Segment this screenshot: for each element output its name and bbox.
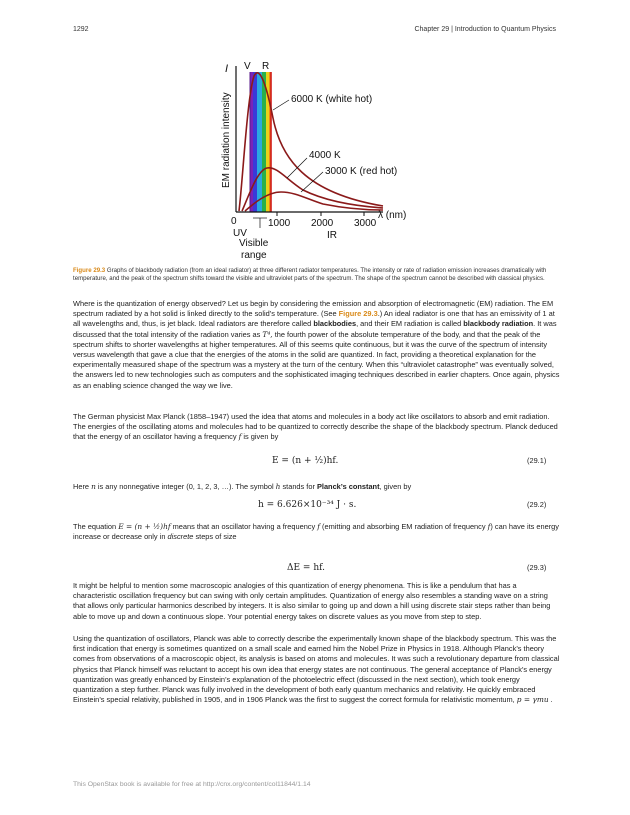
footer-availability-note: This OpenStax book is available for free at http://cnx.org/content/col11844/1.14 (73, 781, 311, 788)
x-tick-label-2000: 2000 (311, 218, 334, 229)
y-axis-label: EM radiation intensity (221, 92, 232, 188)
blackbody-figure (215, 58, 415, 260)
band-label-r: R (262, 61, 270, 72)
paragraph-2: The German physicist Max Planck (1858–1947) used the idea that atoms and molecules in a body act like oscillators to absorb and emit radiation. The energies of the oscillating atoms and molecules had to be quantized to correctly describe the shape of the blackbody spectrum. Planck deduced that the energy of an oscillator having a frequency f is given by (73, 412, 558, 442)
x-tick-label-3000: 3000 (354, 218, 377, 229)
curve-label-4000k: 4000 K (309, 150, 341, 161)
uv-label: UV (233, 228, 247, 239)
equation-number-29-3: (29.3) (527, 563, 547, 572)
paragraph-5: It might be helpful to mention some macroscopic analogies of this quantization of energy phenomena. This is like a pendulum that has a characteristic oscillation frequency but can swing with only certain amplitudes. Quantization of energy also resembles a standing wave on a string that allows only particular harmonics described by integers. It is also similar to going up and down a hill using discrete stair steps rather than being able to move up and down a continuous slope. Your potential energy takes on discrete values as you move from step to step. (73, 581, 551, 621)
equation-29-1: E = (n + ½)hf. (272, 456, 339, 466)
figure-number: Figure 29.3 (73, 267, 106, 274)
paragraph-1: Where is the quantization of energy observed? Let us begin by considering the emission and absorption of electromagnetic (EM) radiation. The EM spectrum radiated by a hot solid is linked directly to the solid’s temperature. (See Figure 29.3.) An ideal radiator is one that has an emissivity of 1 at all wavelengths and, thus, is jet black. Ideal radiators are therefore called blackbodies, and their EM radiation is called blackbody radiation. It was discussed that the total intensity of the radiation varies as T⁴, the fourth power of the absolute temperature of the body, and that the peak of the spectrum shifts to shorter wavelengths at higher temperatures. All of this seems quite continuous, but it was the curve of the spectrum of intensity versus wavelength that gave a clue that the energies of the atoms in the solid are quantized. In fact, providing a theoretical explanation for the experimentally measured shape of the spectrum was a mystery at the turn of the century. When this “ultraviolet catastrophe” was eventually solved, the answers led to new technologies such as computers and the sophisticated imaging techniques described in earlier chapters. Once again, physics as an enabling science changed the way we live. (73, 299, 560, 390)
caption-text: Graphs of blackbody radiation (from an ideal radiator) at three different radiator temperatures. The intensity or rate of radiation emission increases dramatically with temperature, and the peak of the spectrum shifts toward the visible and ultraviolet parts of the spectrum. The shape of the spectrum cannot be described with classical physics. (73, 267, 547, 283)
paragraph-4: The equation E = (n + ½)hf means that an oscillator having a frequency f (emitting and absorbing EM radiation of frequency f) can have its energy increase or decrease only in discrete steps of size (73, 522, 559, 542)
chapter-header: Chapter 29 | Introduction to Quantum Physics (414, 26, 556, 33)
band-label-v: V (244, 61, 251, 72)
x-axis-symbol: λ (nm) (378, 210, 407, 221)
equation-29-3: ΔE = hf. (287, 563, 325, 573)
x-tick-label-0: 0 (231, 216, 237, 227)
equation-number-29-1: (29.1) (527, 456, 547, 465)
math-momentum: p = γmu (516, 695, 549, 705)
term-blackbodies: blackbodies (313, 319, 357, 329)
x-tick-label-1000: 1000 (268, 218, 291, 229)
math-t4: T⁴, (262, 329, 273, 339)
page-number: 1292 (73, 26, 89, 33)
visible-label-line1: Visible (239, 238, 269, 249)
curve-label-6000k: 6000 K (white hot) (291, 94, 373, 105)
figure-reference-link[interactable]: Figure 29.3 (338, 309, 378, 319)
pointer-6000k (273, 100, 289, 110)
math-f: f (238, 432, 242, 442)
equation-number-29-2: (29.2) (527, 500, 547, 509)
figure-caption (73, 267, 563, 283)
visible-label-line2: range (241, 250, 267, 260)
paragraph-3: Here n is any nonnegative integer (0, 1, 2, 3, …). The symbol h stands for Planck’s constant, given by (73, 482, 412, 491)
ir-label: IR (327, 230, 337, 241)
term-blackbody-radiation: blackbody radiation (463, 319, 534, 329)
curve-label-3000k: 3000 K (red hot) (325, 166, 398, 177)
term-plancks-constant: Planck’s constant (316, 482, 380, 491)
paragraph-6: Using the quantization of oscillators, Planck was able to correctly describe the experimentally known shape of the blackbody spectrum. This was the first indication that energy is sometimes quantized on a small scale and earned him the Nobel Prize in Physics in 1918. Although Planck’s theory comes from observations of a macroscopic object, its analysis is based on atoms and molecules. It was such a revolutionary departure from classical physics that Planck himself was reluctant to accept his own idea that energy states are not continuous. The general acceptance of Planck’s energy quantization was greatly enhanced by Einstein’s explanation of the photoelectric effect (discussed in the next section), which took energy quantization a step further. Planck was fully involved in the development of both early quantum mechanics and relativity. He quickly embraced Einstein’s special relativity, published in 1905, and in 1906 Planck was the first to suggest the correct formula for relativistic momentum, p = γmu . (73, 634, 560, 705)
y-axis-symbol: I (225, 63, 229, 75)
equation-29-2: h = 6.626×10⁻³⁴ J · s. (258, 500, 357, 510)
